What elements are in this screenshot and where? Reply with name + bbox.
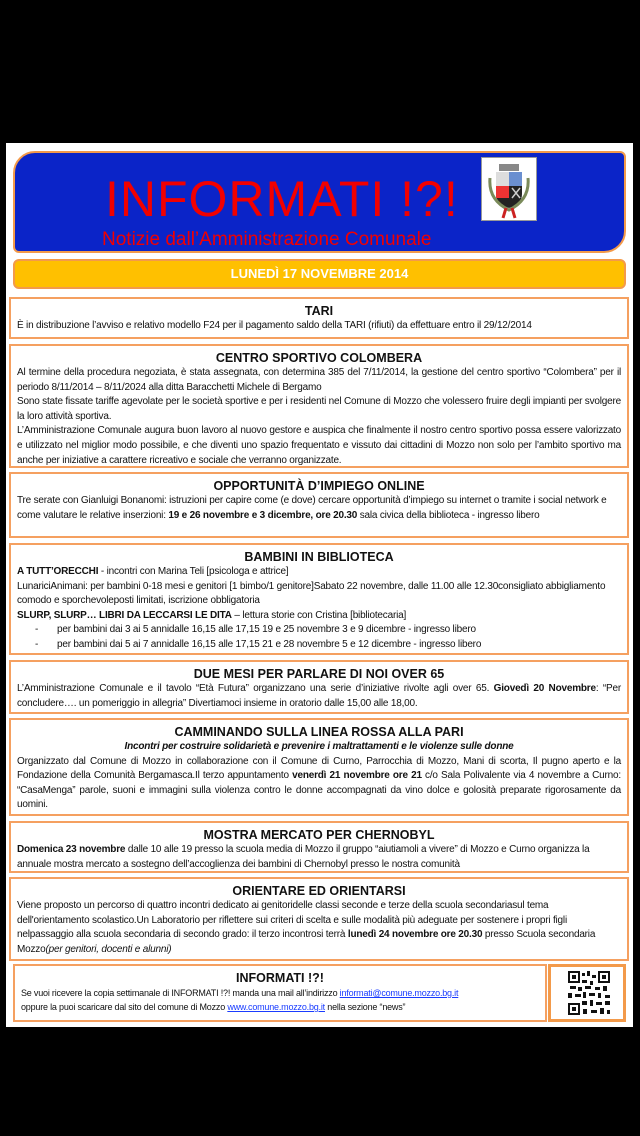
section-impiego bbox=[9, 472, 629, 538]
paragraph bbox=[17, 755, 621, 813]
paragraph bbox=[17, 494, 621, 523]
event-date: lunedì 24 novembre ore 20.30 bbox=[347, 929, 483, 941]
section-camminando bbox=[9, 718, 629, 816]
text: Organizzato dal Comune di Mozzo in collaborazione con il Comune di Curno, Parrocchia di Mozzo, Mani di scorta, Il pugno aperto e la Fondazione della Comunità Bergamasca.Il terzo appuntamento bbox=[17, 755, 621, 782]
section-title: MOSTRA MERCATO PER CHERNOBYL bbox=[203, 828, 435, 842]
section-bambini bbox=[9, 543, 629, 655]
header-banner bbox=[13, 151, 626, 253]
event-dates: 19 e 26 novembre e 3 dicembre, ore 20.30 bbox=[168, 509, 358, 521]
paragraph bbox=[17, 609, 621, 624]
text: Se vuoi ricevere la copia settimanale di INFORMATI !?! manda una mail all’indirizzo bbox=[21, 988, 340, 998]
text: presso Scuola secondaria Mozzo bbox=[17, 929, 596, 955]
coat-of-arms-icon bbox=[481, 157, 537, 221]
newsletter-subtitle: Notizie dall’Amministrazione Comunale bbox=[102, 229, 432, 250]
website-link[interactable]: www.comune.mozzo.bg.it bbox=[227, 1002, 325, 1012]
event-date: Domenica 23 novembre bbox=[17, 844, 126, 855]
newsletter-title: INFORMATI !?! bbox=[105, 171, 459, 227]
text: - incontri con Marina Teli [psicologa e attrice] bbox=[98, 566, 289, 577]
section-orientare bbox=[9, 877, 629, 961]
section-over65 bbox=[9, 660, 629, 714]
text: L’Amministrazione Comunale e il tavolo “Età Futura” organizzano una serie d’iniziative rivolte agli over 65. bbox=[17, 683, 494, 694]
section-title: CENTRO SPORTIVO COLOMBERA bbox=[215, 351, 423, 365]
event-date: venerdì 21 novembre ore 21 bbox=[292, 770, 422, 782]
event-name: A TUTT’ORECCHI bbox=[17, 566, 99, 577]
text: : “Per concludere…. un pomeriggio in allegria” Divertiamoci insieme in oratorio dalle 15,00 alle 18,00. bbox=[17, 683, 622, 709]
text: dalle 10 alle 19 presso la scuola media di Mozzo il gruppo “aiutiamoli a vivere” di Mozzo e Curno organizza la annuale mostra mercato a sostegno dell’accoglienza dei bambini di Chernobyl presso le nostra comunità bbox=[17, 844, 590, 870]
section-title: DUE MESI PER PARLARE DI NOI OVER 65 bbox=[193, 667, 445, 681]
audience: (per genitori, docenti e alunni) bbox=[45, 943, 172, 955]
email-link[interactable]: informati@comune.mozzo.bg.it bbox=[339, 988, 459, 998]
list-item: - per bambini dai 5 ai 7 annidalle 16,15 alle 17,15 21 e 28 novembre 5 e 12 dicembre - ingresso libero bbox=[57, 638, 621, 653]
section-mostra bbox=[9, 821, 629, 873]
qr-code-icon[interactable] bbox=[548, 964, 626, 1022]
schedule-list bbox=[17, 623, 621, 652]
paragraph bbox=[17, 843, 621, 872]
paragraph: LunariciAnimani: per bambini 0-18 mesi e genitori [1 bimbo/1 genitore]Sabato 22 novembre, dalle 11.00 alle 12.30consigliato abbigliamento comodo e sporchevoleposti limitati, iscrizione obbligatoria bbox=[17, 580, 606, 607]
section-tari bbox=[9, 297, 629, 339]
paragraph: Sono state fissate tariffe agevolate per le società sportive e per i residenti nel Comune di Mozzo che volessero fruire degli impianti per svolgere la loro attività sportiva. bbox=[17, 396, 621, 422]
paragraph: L’Amministrazione Comunale augura buon lavoro al nuovo gestore e auspica che finalmente il nostro centro sportivo possa essere valorizzato e utilizzato nel miglior modo possibile, e che diventi uno spazio frequentato e vissuto dai cittadini di Mozzo non solo per l’ambito sportivo ma anche per iniziative a carattere ricreativo e sociale che verranno organizzate. bbox=[17, 425, 621, 466]
section-informati-footer bbox=[13, 964, 547, 1022]
paragraph: Al termine della procedura negoziata, è stata assegnata, con determina 385 del 7/11/2014, la gestione del centro sportivo “Colombera” per il periodo 8/11/2014 – 8/11/2024 alla ditta Baracchetti Michele di Bergamo bbox=[17, 367, 621, 393]
section-subtitle: Incontri per costruire solidarietà e prevenire i maltrattamenti e le violenze sulle donne bbox=[124, 741, 514, 752]
event-date: Giovedì 20 Novembre bbox=[493, 683, 596, 694]
text: nella sezione “news” bbox=[324, 1002, 406, 1012]
section-title: OPPORTUNITÀ D’IMPIEGO ONLINE bbox=[213, 479, 425, 493]
section-title: INFORMATI !?! bbox=[236, 971, 324, 985]
paragraph bbox=[21, 986, 539, 1000]
date-bar: LUNEDÌ 17 NOVEMBRE 2014 bbox=[13, 259, 626, 289]
list-item: - per bambini dai 3 ai 5 annidalle 16,15 alle 17,15 19 e 25 novembre 3 e 9 dicembre - ingresso libero bbox=[57, 623, 621, 638]
event-name: SLURP, SLURP… LIBRI DA LECCARSI LE DITA bbox=[17, 609, 232, 621]
section-title: TARI bbox=[304, 304, 334, 318]
text: Tre serate con Gianluigi Bonanomi: istruzioni per capire come (e dove) cercare opportunità d’impiego su internet o tramite i social network e come valutare le relative inserzioni: bbox=[17, 495, 607, 521]
section-title: CAMMINANDO SULLA LINEA ROSSA ALLA PARI bbox=[174, 725, 464, 739]
section-centro-sportivo bbox=[9, 344, 629, 468]
section-title: ORIENTARE ED ORIENTARSI bbox=[232, 884, 406, 898]
text: oppure la puoi scaricare dal sito del comune di Mozzo bbox=[21, 1002, 228, 1012]
paragraph bbox=[17, 565, 621, 580]
section-text: È in distribuzione l’avviso e relativo modello F24 per il pagamento saldo della TARI (rifiuti) da effettuare entro il 29/12/2014 bbox=[17, 320, 532, 331]
text: Viene proposto un percorso di quattro incontri dedicato ai genitoridelle classi seconde e terze della scuola secondariasul tema dell'orientamento scolastico.Un Laboratorio per riflettere sui criteri di scelta e sulle modalità più adeguate per sostenere i propri figli nelpassaggio alla scuola secondaria di secondo grado: il terzo incontrosi terrà bbox=[17, 900, 567, 941]
paragraph bbox=[17, 682, 621, 711]
section-title: BAMBINI IN BIBLIOTECA bbox=[244, 550, 394, 564]
text: c/o Sala Polivalente via 4 novembre a Curno: “CasaMenga” parole, suoni e immagini sulla violenza contro le donne accompagnati da vino dolce e golosità preparate rigorosamente da uomini. bbox=[17, 770, 621, 811]
text: sala civica della biblioteca - ingresso libero bbox=[357, 509, 540, 521]
newsletter-page bbox=[6, 143, 633, 1027]
paragraph bbox=[17, 899, 621, 957]
text: – lettura storie con Cristina [bibliotecaria] bbox=[231, 609, 407, 621]
paragraph bbox=[21, 1000, 539, 1014]
